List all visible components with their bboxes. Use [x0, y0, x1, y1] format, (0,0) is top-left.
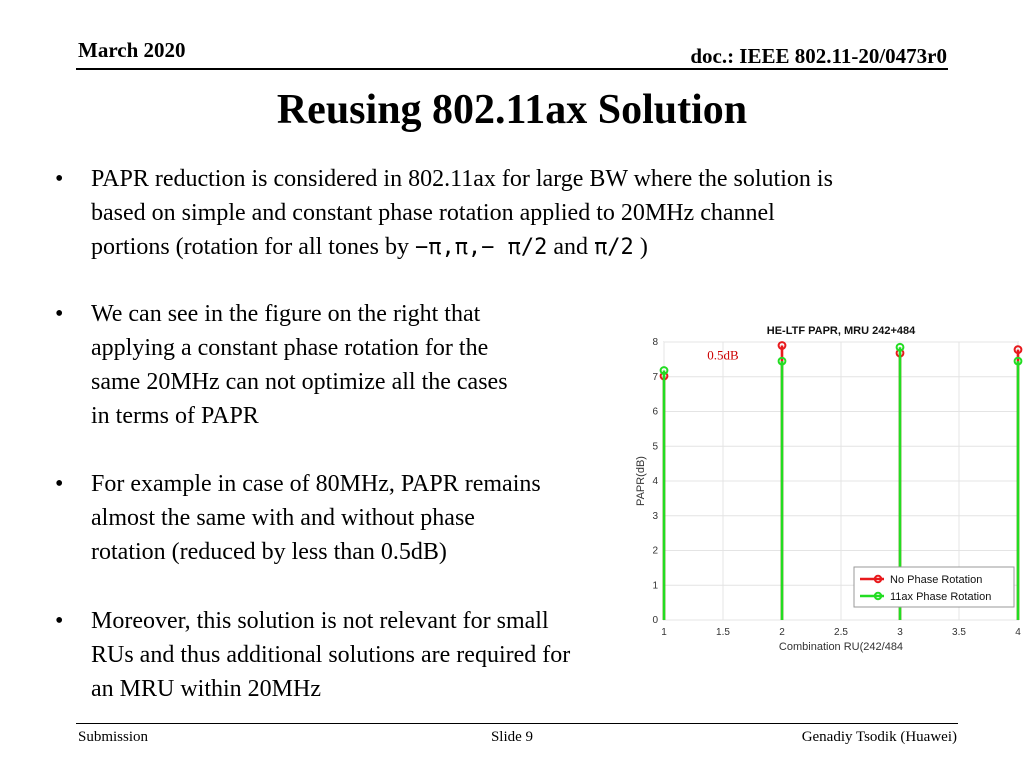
bullet-text-3	[91, 467, 541, 569]
bullet-marker: •	[55, 301, 64, 327]
y-tick-label: 2	[652, 545, 658, 557]
footer-divider	[76, 723, 958, 724]
y-axis-label: PAPR(dB)	[635, 456, 647, 506]
x-tick-label: 1	[661, 627, 667, 638]
y-tick-label: 7	[652, 371, 658, 383]
chart-title: HE-LTF PAPR, MRU 242+484	[766, 325, 916, 337]
x-tick-label: 3.5	[952, 627, 966, 638]
x-axis-label: Combination RU(242/484	[778, 641, 904, 653]
phase-math-2: π/2	[594, 235, 634, 260]
bullet-2-line-4: in terms of PAPR	[91, 403, 259, 429]
bullet-text-4	[91, 604, 570, 706]
y-tick-label: 0	[652, 615, 658, 626]
x-tick-label: 2	[779, 627, 785, 638]
bullet-4-line-2: RUs and thus additional solutions are required for	[91, 642, 571, 668]
bullet-3-line-3: rotation (reduced by less than 0.5dB)	[91, 539, 447, 565]
x-tick-label: 2.5	[834, 627, 848, 638]
bullet-1-line-3-mid: and	[547, 234, 595, 260]
papr-stem-chart	[630, 318, 1024, 658]
footer-submission: Submission	[78, 729, 149, 745]
y-tick-label: 1	[652, 580, 658, 592]
y-tick-label: 4	[652, 476, 658, 487]
bullet-marker: •	[55, 166, 64, 192]
y-tick-label: 6	[652, 406, 658, 418]
bullet-1-line-1: PAPR reduction is considered in 802.11ax for large BW where the solution is	[91, 166, 833, 192]
legend-label: No Phase Rotation	[890, 574, 983, 586]
bullet-3-line-1: For example in case of 80MHz, PAPR remains	[91, 471, 541, 497]
footer-author: Genadiy Tsodik (Huawei)	[801, 729, 957, 745]
legend-label: 11ax Phase Rotation	[890, 591, 992, 603]
header-divider	[76, 68, 948, 70]
bullet-4-line-1: Moreover, this solution is not relevant for small	[91, 608, 549, 634]
bullet-2-line-3: same 20MHz can not optimize all the cases	[91, 369, 508, 395]
x-tick-label: 1.5	[716, 627, 730, 638]
bullet-1-line-3-post: )	[633, 234, 648, 260]
bullet-text-1	[91, 162, 833, 265]
footer-slide-number: Slide 9	[490, 729, 534, 745]
bullet-marker: •	[55, 471, 64, 497]
bullet-text-2	[91, 297, 508, 433]
bullet-2-line-2: applying a constant phase rotation for the	[91, 335, 489, 361]
x-tick-label: 4	[1015, 627, 1021, 638]
bullet-4-line-3: an MRU within 20MHz	[91, 676, 321, 702]
x-tick-label: 3	[897, 627, 903, 638]
header-date: March 2020	[78, 38, 186, 62]
bullet-2-line-1: We can see in the figure on the right that	[91, 301, 481, 327]
annotation-label: 0.5dB	[707, 347, 739, 363]
bullet-1-line-2: based on simple and constant phase rotation applied to 20MHz channel	[91, 200, 775, 226]
slide-title: Reusing 802.11ax Solution	[276, 87, 748, 133]
y-tick-label: 5	[652, 441, 658, 453]
bullet-1-line-3	[91, 230, 833, 265]
y-tick-label: 8	[652, 337, 658, 348]
phase-math-1: −π,π,− π/2	[414, 235, 548, 260]
bullet-marker: •	[55, 608, 64, 634]
bullet-1-line-3-pre: portions (rotation for all tones by	[91, 234, 415, 260]
header-doc-id: doc.: IEEE 802.11-20/0473r0	[690, 44, 947, 68]
bullet-3-line-2: almost the same with and without phase	[91, 505, 475, 531]
y-tick-label: 3	[652, 510, 658, 522]
